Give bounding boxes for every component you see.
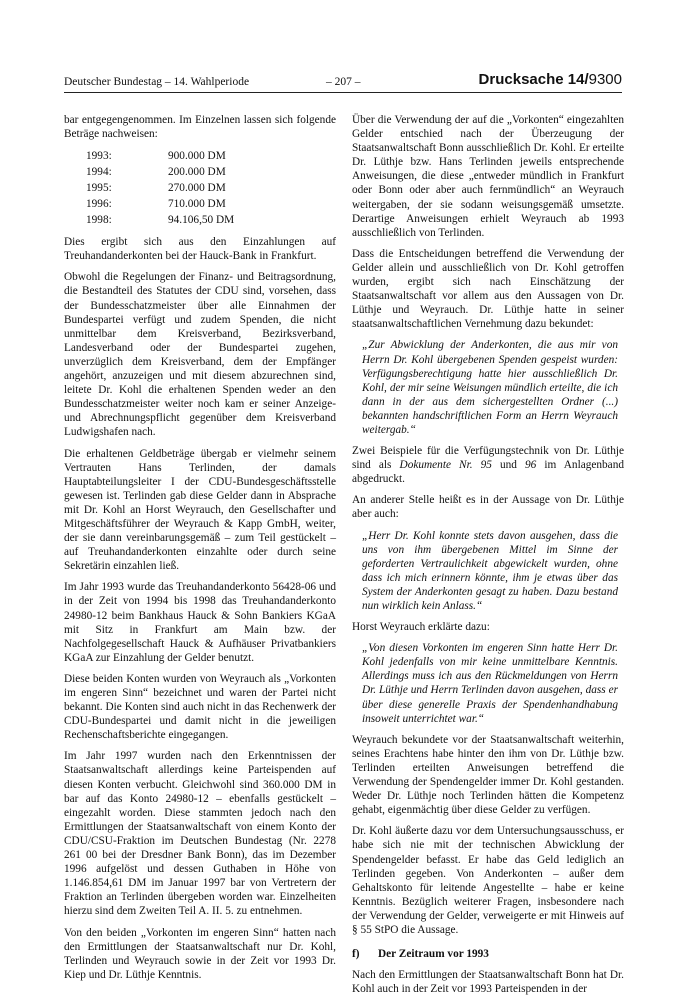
amount-year: 1996: — [86, 198, 112, 211]
paragraph: Dies ergibt sich aus den Einzahlungen auf Treuhandanderkonten bei der Hauck-Bank in Frankfurt. — [64, 236, 336, 263]
document-number — [479, 71, 622, 88]
quotation: „Zur Abwicklung der Anderkonten, die aus mir von Herrn Dr. Kohl übergebenen Spenden gespeist wurden: Verfügungsberechtigung hatte hier ausschließlich Dr. Kohl, der mir seine Weisungen mündlich erteilte, die ich dann in der aus dem sichergestellten Ordner (...) bekannten handschriftlichen Form an Herrn Weyrauch weitergab.“ — [362, 339, 618, 436]
amount-year: 1998: — [86, 214, 112, 227]
section-heading — [352, 947, 624, 961]
left-column — [64, 113, 336, 989]
amount-year: 1994: — [86, 166, 112, 179]
document-reference: Dokumente Nr. 95 — [399, 459, 492, 472]
paragraph-text: im Anlagenband abgedruckt. — [352, 459, 624, 486]
paragraph: Von den beiden „Vorkonten im engeren Sinn“ hatten nach den Ermittlungen der Staatsanwaltschaft nur Dr. Kohl, Terlinden und Weyrauch sowie in der Zeit vor 1993 Dr. Kiep und Dr. Lüthje Kenntnis. — [64, 926, 336, 981]
page-header — [64, 71, 622, 93]
paragraph: Diese beiden Konten wurden von Weyrauch als „Vorkonten im engeren Sinn“ bezeichnet und waren der Partei nicht bekannt. Die Konten sind auch nicht in das Rechenwerk der CDU-Bundespartei und damit nicht in die jeweiligen Rechenschaftsberichte eingegangen. — [64, 672, 336, 742]
amount-row — [86, 148, 234, 164]
amount-value: 200.000 DM — [168, 166, 226, 179]
amount-value: 900.000 DM — [168, 150, 226, 163]
amount-value: 270.000 DM — [168, 182, 226, 195]
document-reference: 96 — [525, 459, 537, 472]
paragraph: Obwohl die Regelungen der Finanz- und Beitragsordnung, die Bestandteil des Statutes der CDU sind, vorsehen, dass der Bundesschatzmeister über alle Einnahmen der Bundespartei verfügt und zudem Spenden, die nicht unmittelbar dem Kreisverband, Bezirksverband, Landesverband oder der Bundespartei zugehen, unverzüglich dem Kreisverband, dem der Empfänger angehört, anzuzeigen und mit diesem abzurechnen sind, leitete Dr. Kohl die erhaltenen Spenden weder an den Bundesschatzmeister weiter noch kam er seiner Anzeige- und Abrechnungspflicht gegenüber dem Kreisverband Ludwigshafen nach. — [64, 271, 336, 439]
paragraph: Weyrauch bekundete vor der Staatsanwaltschaft weiterhin, seines Erachtens habe hinter den ihm von Dr. Lüthje bzw. Terlinden erteilten Anweisungen betreffend die Verwendung der Spendengelder immer Dr. Kohl gestanden. Weder Dr. Lüthje noch Terlinden hätten die Kompetenz gehabt, eigenmächtig über diese Gelder zu verfügen. — [352, 733, 624, 817]
paragraph: Im Jahr 1997 wurden nach den Erkenntnissen der Staatsanwaltschaft allerdings keine Parteispenden auf diesen Konten verbucht. Gleichwohl sind 360.000 DM in bar auf das Konto 24980-12 – ebenfalls gestückelt – eingezahlt worden. Diese stammten jedoch nach den Ermittlungen der Staatsanwaltschaft von einem Konto der CDU/CSU-Fraktion im Deutschen Bundestag (Nr. 2278 261 00 bei der Dresdner Bank Bonn), das im Dezember 1996 aufgelöst und dessen Guthaben in Höhe von 1.146.854,61 DM im Januar 1997 bar von Vertretern der Fraktion an Terlinden übergeben worden war. Einzelheiten hierzu sind dem Zweiten Teil A. II. 5. zu entnehmen. — [64, 750, 336, 918]
document-number-label: Drucksache 14/ — [478, 71, 589, 88]
paragraph-text: Zwei Beispiele für die Verfügungstechnik von Dr. Lüthje sind als — [352, 445, 624, 472]
paragraph: bar entgegengenommen. Im Einzelnen lassen sich folgende Beträge nachweisen: — [64, 114, 336, 141]
paragraph — [352, 444, 624, 486]
amount-year: 1993: — [86, 150, 112, 163]
paragraph: Dass die Entscheidungen betreffend die Verwendung der Gelder allein und ausschließlich von Dr. Kohl getroffen wurden, ergibt sich nach Einschätzung der Staatsanwaltschaft vor allem aus den Aussagen von Dr. Lüthje und Weyrauch. Dr. Lüthje hatte in seiner staatsanwaltschaftlichen Vernehmung dazu bekundet: — [352, 247, 624, 331]
amount-value: 710.000 DM — [168, 198, 226, 211]
amount-value: 94.106,50 DM — [168, 214, 235, 227]
paragraph-text: und — [491, 459, 526, 472]
paragraph: Nach den Ermittlungen der Staatsanwaltschaft Bonn hat Dr. Kohl auch in der Zeit vor 1993 Parteispenden in der — [352, 969, 624, 996]
quotation: „Herr Dr. Kohl konnte stets davon ausgehen, dass die uns von ihm übergebenen Mittel im Sinne der geforderten Vertraulichkeit abgewickelt wurden, ohne dass ich mich erinnern könnte, ihm je etwas über das System der Anderkonten gesagt zu haben. Dazu bestand nun wirklich kein Anlass.“ — [362, 529, 618, 612]
page-number: – 207 – — [326, 76, 361, 88]
paragraph: Die erhaltenen Geldbeträge übergab er vielmehr seinem Vertrauten Hans Terlinden, der damals Hauptabteilungsleiter I der CDU-Bundesgeschäftsstelle gewesen ist. Terlinden gab diese Gelder dann in Absprache mit Dr. Kohl an Horst Weyrauch, den Gesellschafter und Mitgeschäftsführer der Weyrauch & Kapp GmbH, weiter, der sie dann vereinbarungsgemäß – zum Teil gestückelt – auf Treuhandanderkonten einzahlte oder durch seine Sekretärin einzahlen ließ. — [64, 447, 336, 573]
section-label: f) — [352, 948, 360, 961]
paragraph: Im Jahr 1993 wurde das Treuhandanderkonto 56428-06 und in der Zeit von 1994 bis 1998 das Treuhandanderkonto 24980-12 beim Bankhaus Hauck & Sohn Bankiers KGaA mit Sitz in Frankfurt am Main bzw. der Nachfolgegesellschaft Hauck & Aufhäuser Privatbankiers KGaA zur Einzahlung der Gelder benutzt. — [64, 581, 336, 664]
paragraph: Horst Weyrauch erklärte dazu: — [352, 621, 490, 634]
amount-year: 1995: — [86, 182, 112, 195]
quotation: „Von diesen Vorkonten im engeren Sinn hatte Herr Dr. Kohl jedenfalls von mir keine unmittelbare Kenntnis. Allerdings muss ich aus den Rückmeldungen von Herrn Dr. Lüthje und Herrn Terlinden davon ausgehen, dass er über diese generelle Praxis der Spendenhandhabung insoweit unterrichtet war.“ — [362, 642, 618, 725]
amount-row — [86, 164, 234, 180]
paragraph: Dr. Kohl äußerte dazu vor dem Untersuchungsausschuss, er habe sich nie mit der technischen Abwicklung der Spendengelder befasst. Er habe das Geld lediglich an Terlinden gegeben. Von Anderkonten – außer dem Gehaltskonto für leitende Angestellte – habe er keine Kenntnis. Bezüglich weiterer Fragen, insbesondere nach der Verwendung der Gelder, verweigerte er mit Hinweis auf § 55 StPO die Aussage. — [352, 825, 624, 936]
section-title: Der Zeitraum vor 1993 — [378, 948, 489, 961]
amounts-table — [86, 148, 234, 228]
paragraph: An anderer Stelle heißt es in der Aussage von Dr. Lüthje aber auch: — [352, 494, 624, 521]
paragraph: Über die Verwendung der auf die „Vorkonten“ eingezahlten Gelder entschied nach der Überzeugung der Staatsanwaltschaft Bonn ausschließlich Dr. Kohl. Er erteilte Dr. Lüthje bzw. Hans Terlinden jeweils entsprechende Anweisungen, die diese „entweder mündlich in Frankfurt oder Bonn oder aber auch fernmündlich“ an Weyrauch weitergaben, der sie sodann weisungsgemäß umsetzte. Derartige Anweisungen erhielt Weyrauch ab 1993 ausschließlich von Terlinden. — [352, 114, 624, 239]
amount-row — [86, 180, 234, 196]
amount-row — [86, 212, 234, 228]
document-number-value: 9300 — [588, 71, 622, 88]
amount-row — [86, 196, 234, 212]
right-column — [352, 113, 624, 1003]
parliament-label: Deutscher Bundestag – 14. Wahlperiode — [64, 76, 250, 88]
